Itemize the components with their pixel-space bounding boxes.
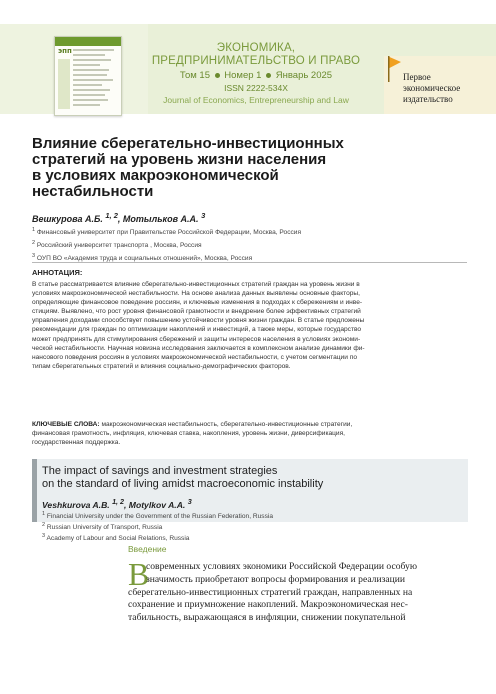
abstract-line: стициям. Выявлено, что рост уровня финансовой грамотности и внедрение более эффективных стратегий — [32, 308, 361, 316]
journal-issue — [140, 70, 372, 81]
english-title-line: on the standard of living amidst macroeconomic instability — [42, 477, 324, 490]
abstract-line: управления доходами способствует повышению устойчивости уровня жизни граждан. В статье предложены — [32, 317, 365, 325]
article-title-line: стратегий на уровень жизни населения — [32, 151, 327, 168]
publisher-line1: Первое — [403, 72, 431, 82]
affiliation-item: $^2$ Российский университет транспорта , Москва, Россия — [32, 240, 202, 250]
cover-text-lines — [73, 49, 118, 109]
divider — [32, 262, 467, 263]
keywords-label: КЛЮЧЕВЫЕ СЛОВА: — [32, 421, 100, 428]
author-name: Вешкурова А.Б. — [32, 214, 103, 224]
abstract-line: определяющие финансовое поведение россиян, и ключевые изменения в подходах к сбережениям и инве- — [32, 299, 363, 307]
abstract-line: может предпринять для стимулирования сбережений и защиты интересов населения в условиях экономи- — [32, 335, 361, 343]
intro-line: сберегательно-инвестиционных стратегий граждан, направленных на — [128, 586, 413, 598]
keywords-line: финансовая грамотность, инфляция, ключевая ставка, накопления, уровень жизни, диверсификация, — [32, 430, 346, 438]
cover-side-panel — [58, 59, 70, 109]
intro-text — [128, 556, 469, 625]
bullet-icon — [266, 73, 271, 78]
english-title — [42, 465, 462, 490]
intro-line: значимость приобретают вопросы формирования и реализации — [146, 573, 406, 585]
affiliation-item: $^2$ Russian University of Transport, Russia — [42, 522, 163, 532]
drop-cap: В — [128, 556, 150, 592]
article-title — [32, 136, 452, 200]
english-title-line: The impact of savings and investment strategies — [42, 465, 278, 477]
abstract-heading: АННОТАЦИЯ: — [32, 268, 83, 277]
article-title-line: нестабильности — [32, 183, 154, 200]
keywords-line: КЛЮЧЕВЫЕ СЛОВА: макроэкономическая нестабильность, сберегательно-инвестиционные стратегии, — [32, 421, 353, 428]
cover-logo: эпп — [58, 47, 72, 55]
journal-title-line1: ЭКОНОМИКА, — [216, 42, 296, 54]
affiliation-item: $^1$ Финансовый университет при Правительстве Российской Федерации, Москва, Россия — [32, 227, 302, 237]
abstract-text — [32, 280, 468, 371]
affiliation-item: $^1$ Financial University under the Government of the Russian Federation, Russia — [42, 511, 274, 521]
keywords-line: государственная поддержка. — [32, 439, 121, 447]
affiliation-item: $^3$ Academy of Labour and Social Relations, Russia — [42, 533, 190, 543]
journal-number: Номер 1 — [224, 70, 262, 81]
publisher-name — [403, 72, 460, 105]
article-affiliations — [32, 225, 301, 265]
journal-english-title: Journal of Economics, Entrepreneurship and Law — [163, 95, 349, 105]
keywords — [32, 420, 468, 447]
journal-date: Январь 2025 — [275, 70, 333, 81]
author-name: Мотыльков А.А. — [122, 214, 199, 224]
english-affiliations — [42, 510, 273, 544]
cover-top-bar — [55, 37, 121, 46]
author-sup: 1, 2 — [105, 211, 118, 220]
publisher-line3: издательство — [403, 94, 453, 104]
bullet-icon — [215, 73, 220, 78]
intro-heading: Введение — [128, 544, 167, 554]
article-title-line: в условиях макроэкономической — [32, 167, 279, 184]
journal-cover-thumbnail — [54, 36, 122, 116]
journal-volume: Том 15 — [179, 70, 210, 81]
abstract-line: ческой нестабильности. Научная новизна исследования заключается в комплексном анализе динамики фи- — [32, 344, 365, 352]
abstract-line: типам сберегательных стратегий и влияния социально-демографических факторов. — [32, 362, 291, 370]
article-authors: Вешкурова А.Б. $^{1, 2}$, Мотыльков А.А. $^3$ — [32, 211, 206, 224]
abstract-line: условиях макроэкономической нестабильности. На основе анализа данных выявлены основные факторы, — [32, 290, 361, 298]
journal-title-line2: ПРЕДПРИНИМАТЕЛЬСТВО И ПРАВО — [151, 55, 361, 67]
journal-info — [140, 42, 372, 105]
abstract-line: В статье рассматривается влияние сберегательно-инвестиционных стратегий граждан на уровень жизни в — [32, 281, 360, 288]
author-name: Veshkurova A.B. — [42, 499, 110, 510]
intro-line: современных условиях экономики Российской Федерации особую — [146, 561, 417, 572]
english-authors: Veshkurova A.B. $^{1, 2}$, Motylkov A.A. $^3$ — [42, 498, 192, 510]
author-sup: 3 — [187, 498, 192, 506]
article-title-line: Влияние сберегательно-инвестиционных — [32, 135, 344, 152]
publisher-line2: экономическое — [403, 83, 461, 93]
affiliation-item: $^3$ ОУП ВО «Академия труда и социальных отношений», Москва, Россия — [32, 253, 253, 263]
author-sup: 3 — [201, 211, 206, 220]
abstract-line: нансового поведения россиян в условиях макроэкономической нестабильности, с учетом сегментации по — [32, 353, 357, 361]
intro-line: сохранение и приумножение накоплений. Макроэкономическая нес- — [128, 599, 408, 611]
flag-icon — [386, 54, 402, 84]
english-summary-bar — [32, 459, 37, 522]
abstract-line: рекомендации для граждан по оптимизации накоплений и инвестиций, а также меры, которые государство — [32, 326, 362, 334]
journal-issn: ISSN 2222-534X — [224, 83, 288, 93]
author-sup: 1, 2 — [112, 498, 124, 506]
intro-line: табильность, выражающаяся в инфляции, снижении покупательной — [128, 612, 406, 624]
author-name: Motylkov A.A. — [128, 499, 186, 510]
